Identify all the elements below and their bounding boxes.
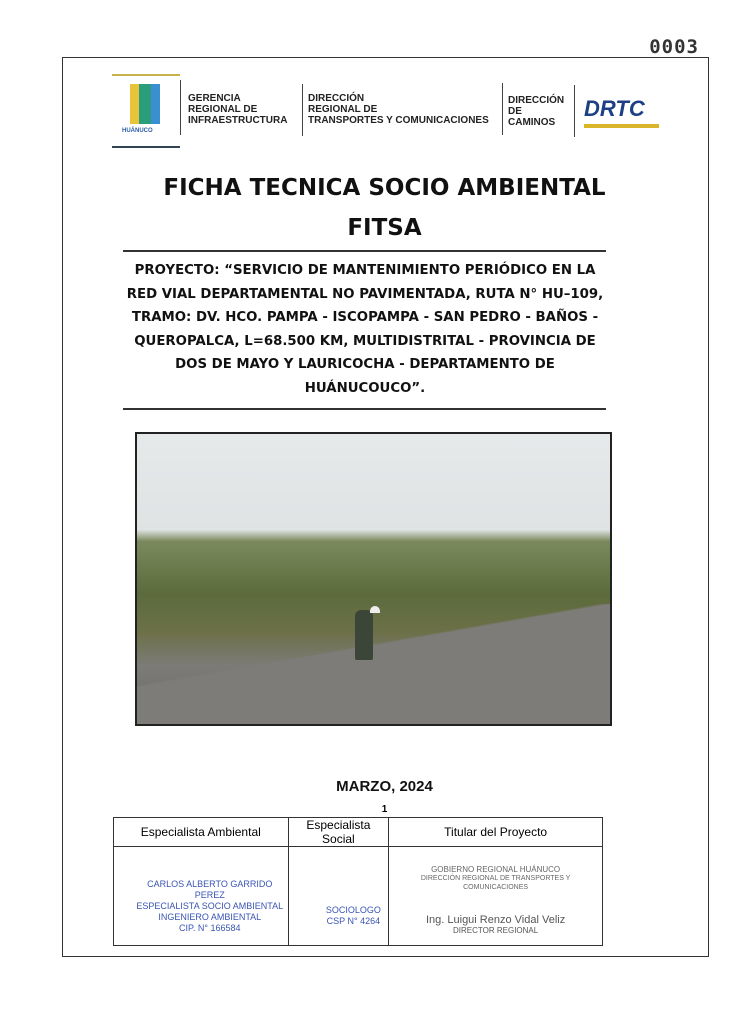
signature-table [113, 817, 603, 946]
drtc-logo: DRTC [584, 96, 645, 121]
header-gerencia: GERENCIA REGIONAL DE INFRAESTRUCTURA [188, 93, 288, 126]
divider [123, 250, 606, 252]
header-direccion-regional: DIRECCIÓN REGIONAL DE TRANSPORTES Y COMUNICACIONES [308, 93, 489, 126]
header-especialista-ambiental: Especialista Ambiental [114, 818, 289, 847]
header-direccion-caminos: DIRECCIÓN DE CAMINOS [508, 95, 565, 128]
page-number: 0003 [649, 36, 699, 58]
road-photo [135, 432, 612, 726]
huanuco-logo: HUÁNUCO [112, 74, 180, 148]
footer-page-number: 1 [381, 804, 388, 815]
header-titular: Titular del Proyecto [389, 818, 603, 847]
signature-social: SOCIOLOGO CSP N° 4264 [288, 847, 389, 946]
signature-ambiental: CARLOS ALBERTO GARRIDO PEREZ ESPECIALISTA SOCIO AMBIENTAL INGENIERO AMBIENTAL CIP. N° 166584 [114, 847, 289, 946]
divider [123, 408, 606, 410]
document-title: FICHA TECNICA SOCIO AMBIENTAL FITSA [163, 175, 606, 241]
document-date: MARZO, 2024 [336, 778, 433, 795]
project-description: PROYECTO: “SERVICIO DE MANTENIMIENTO PERIÓDICO EN LA RED VIAL DEPARTAMENTAL NO PAVIMENTADA, RUTA N° HU–109, TRAMO: DV. HCO. PAMPA - ISCOPAMPA - SAN PEDRO - BAÑOS - QUEROPALCA, L=68.500 KM, MULTIDISTRITAL - PROVINCIA DE DOS DE MAYO Y LAURICOCHA - DEPARTAMENTO DE HUÁNUCOUCO”. [126, 263, 604, 396]
header-especialista-social: Especialista Social [288, 818, 389, 847]
signature-titular: GOBIERNO REGIONAL HUÁNUCO DIRECCIÓN REGIONAL DE TRANSPORTES Y COMUNICACIONES Ing. Luigui Renzo Vidal Veliz DIRECTOR REGIONAL [389, 847, 603, 946]
